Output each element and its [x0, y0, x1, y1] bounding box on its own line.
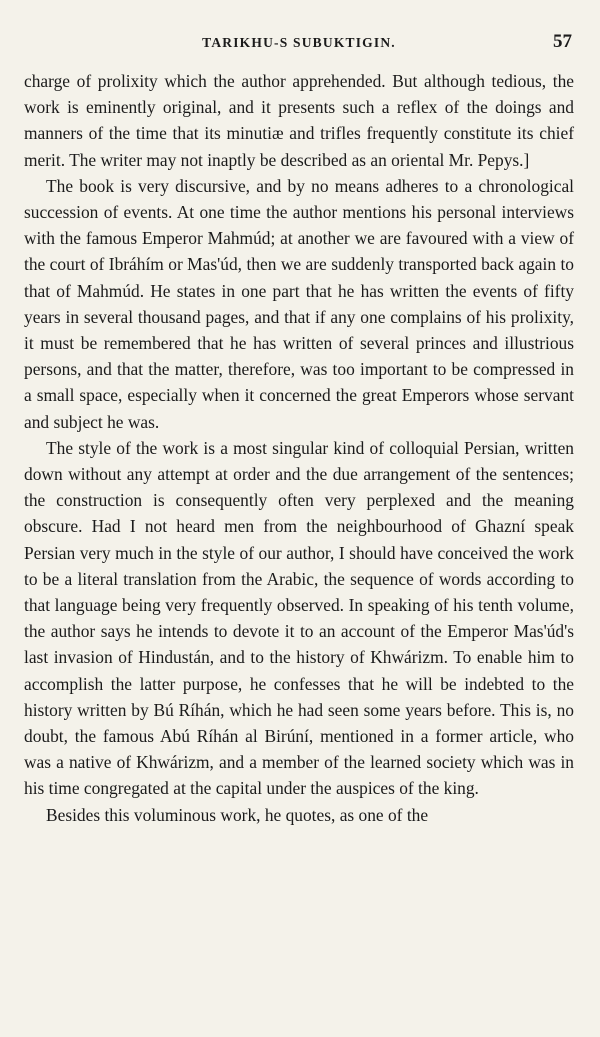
- paragraph-3: The style of the work is a most singular kind of colloquial Persian, written down without any attempt at order and the due arrangement of the sentences; the construction is consequently often very perplexed and the meaning obscure. Had I not heard men from the neighbourhood of Ghazní speak Persian very much in the style of our author, I should have conceived the work to be a literal translation from the Arabic, the sequence of words according to that language being very frequently observed. In speaking of his tenth volume, the author says he intends to devote it to an account of the Emperor Mas'úd's last invasion of Hindustán, and to the history of Khwárizm. To enable him to accomplish the latter purpose, he confesses that he will be indebted to the history written by Bú Ríhán, which he had seen some years before. This is, no doubt, the famous Abú Ríhán al Birúní, mentioned in a former article, who was a native of Khwárizm, and a member of the learned society which was in his time congregated at the capital under the auspices of the king.: [24, 437, 574, 799]
- running-title: TARIKHU-S SUBUKTIGIN.: [202, 35, 396, 50]
- running-head: [24, 33, 574, 59]
- page-number: 57: [553, 31, 572, 52]
- paragraph-1: charge of prolixity which the author apprehended. But although tedious, the work is eminently original, and it presents such a reflex of the doings and manners of the time that its minutiæ and trifles frequently constitute its chief merit. The writer may not inaptly be described as an oriental Mr. Pepys.]: [24, 71, 574, 170]
- paragraph-2: The book is very discursive, and by no means adheres to a chronological succession of events. At one time the author mentions his personal interviews with the famous Emperor Mahmúd; at another we are favoured with a view of the court of Ibráhím or Mas'úd, then we are suddenly transported back again to that of Mahmúd. He states in one part that he has written the events of fifty years in several thousand pages, and that if any one complains of his prolixity, it must be remembered that he has written of several princes and illustrious persons, and that the matter, therefore, was too important to be compressed in a small space, especially when it concerned the great Emperors whose servant and subject he was.: [24, 175, 574, 432]
- body-text: [24, 68, 574, 828]
- paragraph-4: Besides this voluminous work, he quotes, as one of the: [46, 804, 429, 825]
